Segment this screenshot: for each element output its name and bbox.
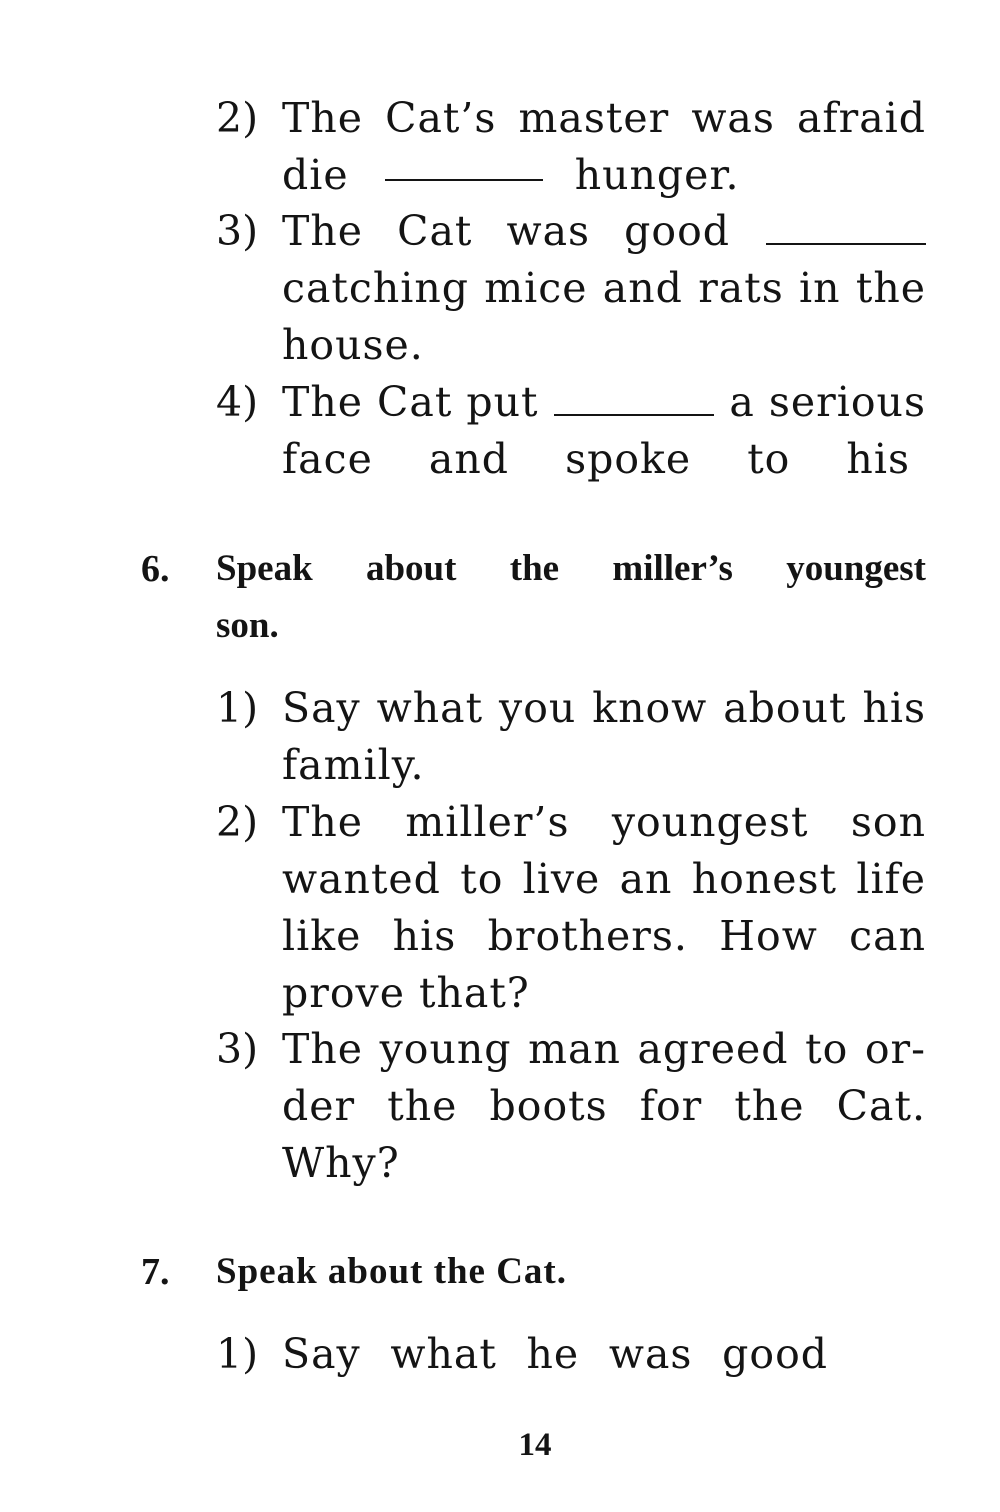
- item-text-line: der the boots for the Cat.: [282, 1082, 926, 1130]
- item-text-line: The young man agreed to or-: [282, 1025, 926, 1073]
- item-text-line: house.: [282, 321, 424, 369]
- fill-in-blank: [766, 243, 926, 245]
- section-number: 7.: [141, 1251, 170, 1293]
- text-after-blank: hunger.: [574, 151, 740, 199]
- item-text-line: family.: [282, 741, 425, 789]
- text-before-blank: The Cat was good: [282, 207, 730, 255]
- item-text-line: [282, 203, 926, 259]
- text-before-blank: The Cat put: [282, 378, 539, 426]
- text-after-blank: a serious: [729, 378, 926, 426]
- fill-in-blank: [385, 179, 543, 181]
- item-text-line: prove that?: [282, 969, 530, 1017]
- item-number: 1): [216, 1330, 259, 1378]
- section-heading: Speak about the Cat.: [216, 1251, 567, 1292]
- item-text-line: catching mice and rats in the: [282, 264, 926, 312]
- item-text-line: Say what he was good: [282, 1330, 828, 1378]
- item-text-line: Why?: [282, 1139, 400, 1187]
- item-number: 1): [216, 684, 259, 732]
- section-heading: son.: [216, 605, 279, 646]
- fill-in-blank: [554, 414, 714, 416]
- item-text-line: [282, 147, 740, 203]
- item-text-line: The Cat’s master was afraid: [282, 94, 926, 142]
- text-before-blank: die: [282, 151, 349, 199]
- item-number: 2): [216, 798, 259, 846]
- page-number: 14: [518, 1427, 552, 1463]
- section-heading: Speak about the miller’s youngest: [216, 548, 926, 589]
- item-text-line: wanted to live an honest life: [282, 855, 926, 903]
- item-text-line: [282, 374, 926, 430]
- item-number: 4): [216, 378, 259, 426]
- item-text-line: The miller’s youngest son: [282, 798, 926, 846]
- section-number: 6.: [141, 548, 170, 590]
- item-text-line: face and spoke to his: [282, 435, 910, 483]
- item-text-line: like his brothers. How can: [282, 912, 926, 960]
- item-number: 2): [216, 94, 259, 142]
- item-number: 3): [216, 1025, 259, 1073]
- item-text-line: Say what you know about his: [282, 684, 926, 732]
- item-number: 3): [216, 207, 259, 255]
